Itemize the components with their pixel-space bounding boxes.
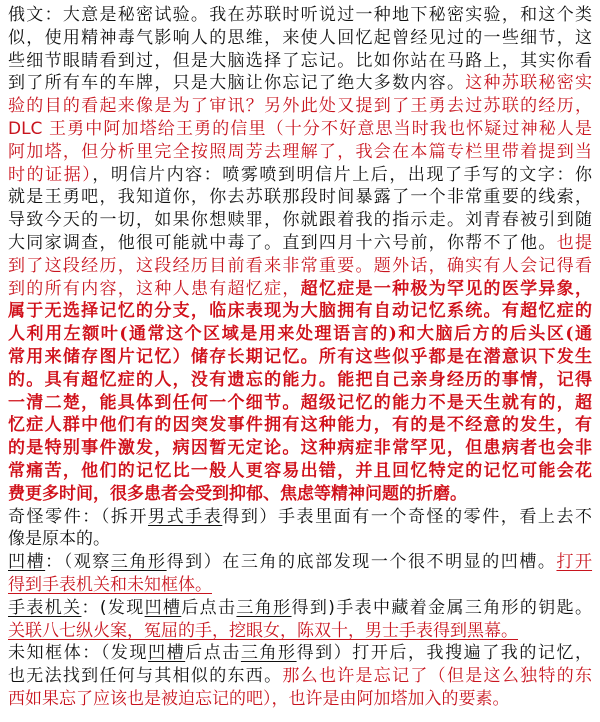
highlighted-note-text: 常痛苦，他们的记忆比一般人更容易出错，并且回忆特定的记忆可能会花 — [8, 460, 592, 481]
text-line — [8, 483, 592, 506]
text-line — [8, 186, 592, 209]
item-reference: 三角形 — [240, 643, 297, 664]
commentary-text: 那么也许是忘记了（但是这么独特的东 — [282, 666, 593, 687]
text-line — [8, 278, 592, 301]
highlighted-note-text: 费更多时间，很多患者会受到抑郁、焦虑等精神问题的折磨。 — [8, 483, 467, 504]
text-line — [8, 620, 592, 643]
text-line — [8, 255, 592, 278]
commentary-text: 阿加塔，但分析里完全按照周芳去理解了，我会在本篇专栏里带着提到当 — [8, 141, 592, 162]
body-text: 得到）在三角的底部发现一个很不明显的凹槽。 — [166, 552, 557, 573]
text-line — [8, 346, 592, 369]
body-text: 未知框体：（发现 — [8, 643, 149, 664]
text-line — [8, 460, 592, 483]
body-text: ：（观察 — [45, 552, 111, 573]
highlighted-note-text: 属于无选择记忆的分支，临床表现为大脑拥有自动记忆系统。有超忆症的 — [8, 301, 592, 322]
text-line — [8, 95, 592, 118]
text-line — [8, 665, 592, 688]
text-line — [8, 118, 592, 141]
text-line — [8, 72, 592, 95]
item-reference: 凹槽 — [144, 597, 182, 618]
body-text: 后点击 — [185, 643, 241, 664]
linked-result-text: 打开 — [556, 552, 593, 573]
article-body — [8, 4, 592, 711]
text-line — [8, 642, 592, 665]
body-text: 得到)手表中藏着金属三角形的钥匙。 — [291, 597, 593, 618]
item-reference: 凹槽 — [148, 643, 186, 664]
body-text: 俄文：大意是秘密试验。我在苏联时听说过一种地下秘密实验，和这个类 — [8, 5, 592, 25]
linked-result-text: 关联八七纵火案，冤屈的手，挖眼女，陈双十，男士手表得到黑幕。 — [8, 620, 518, 641]
text-line — [8, 392, 592, 415]
body-text: 导致今天的一切，如果你想赎罪，你就跟着我的指示走。刘青春被引到随 — [8, 210, 592, 231]
body-text: 似，使用精神毒气影响人的思维，来使人回忆起曾经见过的一些细节，这 — [8, 27, 592, 48]
item-reference: 三角形 — [236, 597, 292, 618]
commentary-text: 验的目的看起来像是为了审讯？另外此处又提到了王勇去过苏联的经历， — [8, 96, 592, 117]
text-line — [8, 4, 592, 27]
commentary-text: DLC 王勇中阿加塔给王勇的信里（十分不好意思当时我也怀疑过神秘人是 — [8, 118, 592, 139]
highlighted-note-text: 常用来储存图片记忆）储存长期记忆。所有这些似乎都是在潜意识下发生 — [8, 346, 592, 367]
highlighted-note-text: 超忆症是一种极为罕见的医学异象， — [300, 278, 593, 299]
item-reference: 男式手表 — [148, 506, 223, 527]
body-text: 些细节眼睛看到过，但是大脑选择了忘记。比如你站在马路上，其实你看 — [8, 50, 592, 71]
commentary-text: 也提 — [556, 232, 593, 253]
text-line — [8, 437, 592, 460]
body-text: 也无法找到任何与其相似的东西。 — [8, 666, 283, 687]
body-text: 大同家调查，他很可能就中毒了。直到四月十六号前，你帮不了他。 — [8, 232, 557, 253]
highlighted-note-text: 的是特别事件激发，病因暂无定论。这种病症非常罕见，但患病者也会非 — [8, 438, 592, 459]
highlighted-note-text: 一清二楚，能具体到任何一个细节。超级记忆的能力不是天生就有的，超 — [8, 392, 592, 413]
text-line — [8, 688, 592, 711]
body-text: 得到）打开后，我搜遍了我的记忆， — [296, 643, 593, 664]
commentary-text: 西如果忘了应该也是被迫忘记的吧），也许是由阿加塔加入的要素。 — [8, 688, 510, 709]
highlighted-note-text: 忆症人群中他们有的因突发事件拥有这种能力，有的是不经意的发生，有 — [8, 415, 592, 436]
text-line — [8, 414, 592, 437]
item-reference: 三角形 — [110, 552, 167, 573]
commentary-text: 到了这段经历，这段经历目前看来非常重要。题外话，确实有人会记得看 — [8, 255, 592, 276]
body-text: 就是王勇吧，我知道你，你去苏联那段时间暴露了一个非常重要的线索， — [8, 187, 592, 208]
body-text: 像是原本的。 — [8, 529, 110, 550]
body-text: 到了所有车的车牌，只是大脑让你忘记了绝大多数内容。 — [8, 73, 466, 94]
text-line — [8, 551, 592, 574]
linked-result-text: 得到手表机关和未知框体。 — [8, 574, 212, 595]
body-text: 得到）手表里面有一个奇怪的零件，看上去不 — [222, 506, 593, 527]
commentary-text: 到的所有内容，这种人患有超忆症， — [8, 278, 301, 299]
text-line — [8, 597, 592, 620]
text-line — [8, 141, 592, 164]
highlighted-note-text: 的。具有超忆症的人，没有遗忘的能力。能把自己亲身经历的事情，记得 — [8, 369, 592, 390]
text-line — [8, 506, 592, 529]
text-line — [8, 50, 592, 73]
text-line — [8, 528, 592, 551]
text-line — [8, 164, 592, 187]
text-line — [8, 323, 592, 346]
text-line — [8, 300, 592, 323]
item-reference: 凹槽 — [8, 552, 46, 573]
item-reference: 手表机关 — [8, 597, 82, 618]
text-line — [8, 369, 592, 392]
highlighted-note-text: 人利用左额叶(通常这个区域是用来处理语言的)和大脑后方的后头区(通 — [8, 324, 592, 345]
commentary-text: 这种苏联秘密实 — [465, 73, 593, 94]
commentary-text: 时的证据） — [8, 164, 93, 185]
body-text: 奇怪零件：（拆开 — [8, 506, 149, 527]
text-line — [8, 232, 592, 255]
text-line — [8, 574, 592, 597]
text-line — [8, 27, 592, 50]
body-text: ：(发现 — [81, 597, 145, 618]
body-text: ，明信片内容：喷雾喷到明信片上后，出现了手写的文字：你 — [92, 164, 593, 185]
body-text: 后点击 — [181, 597, 237, 618]
text-line — [8, 209, 592, 232]
